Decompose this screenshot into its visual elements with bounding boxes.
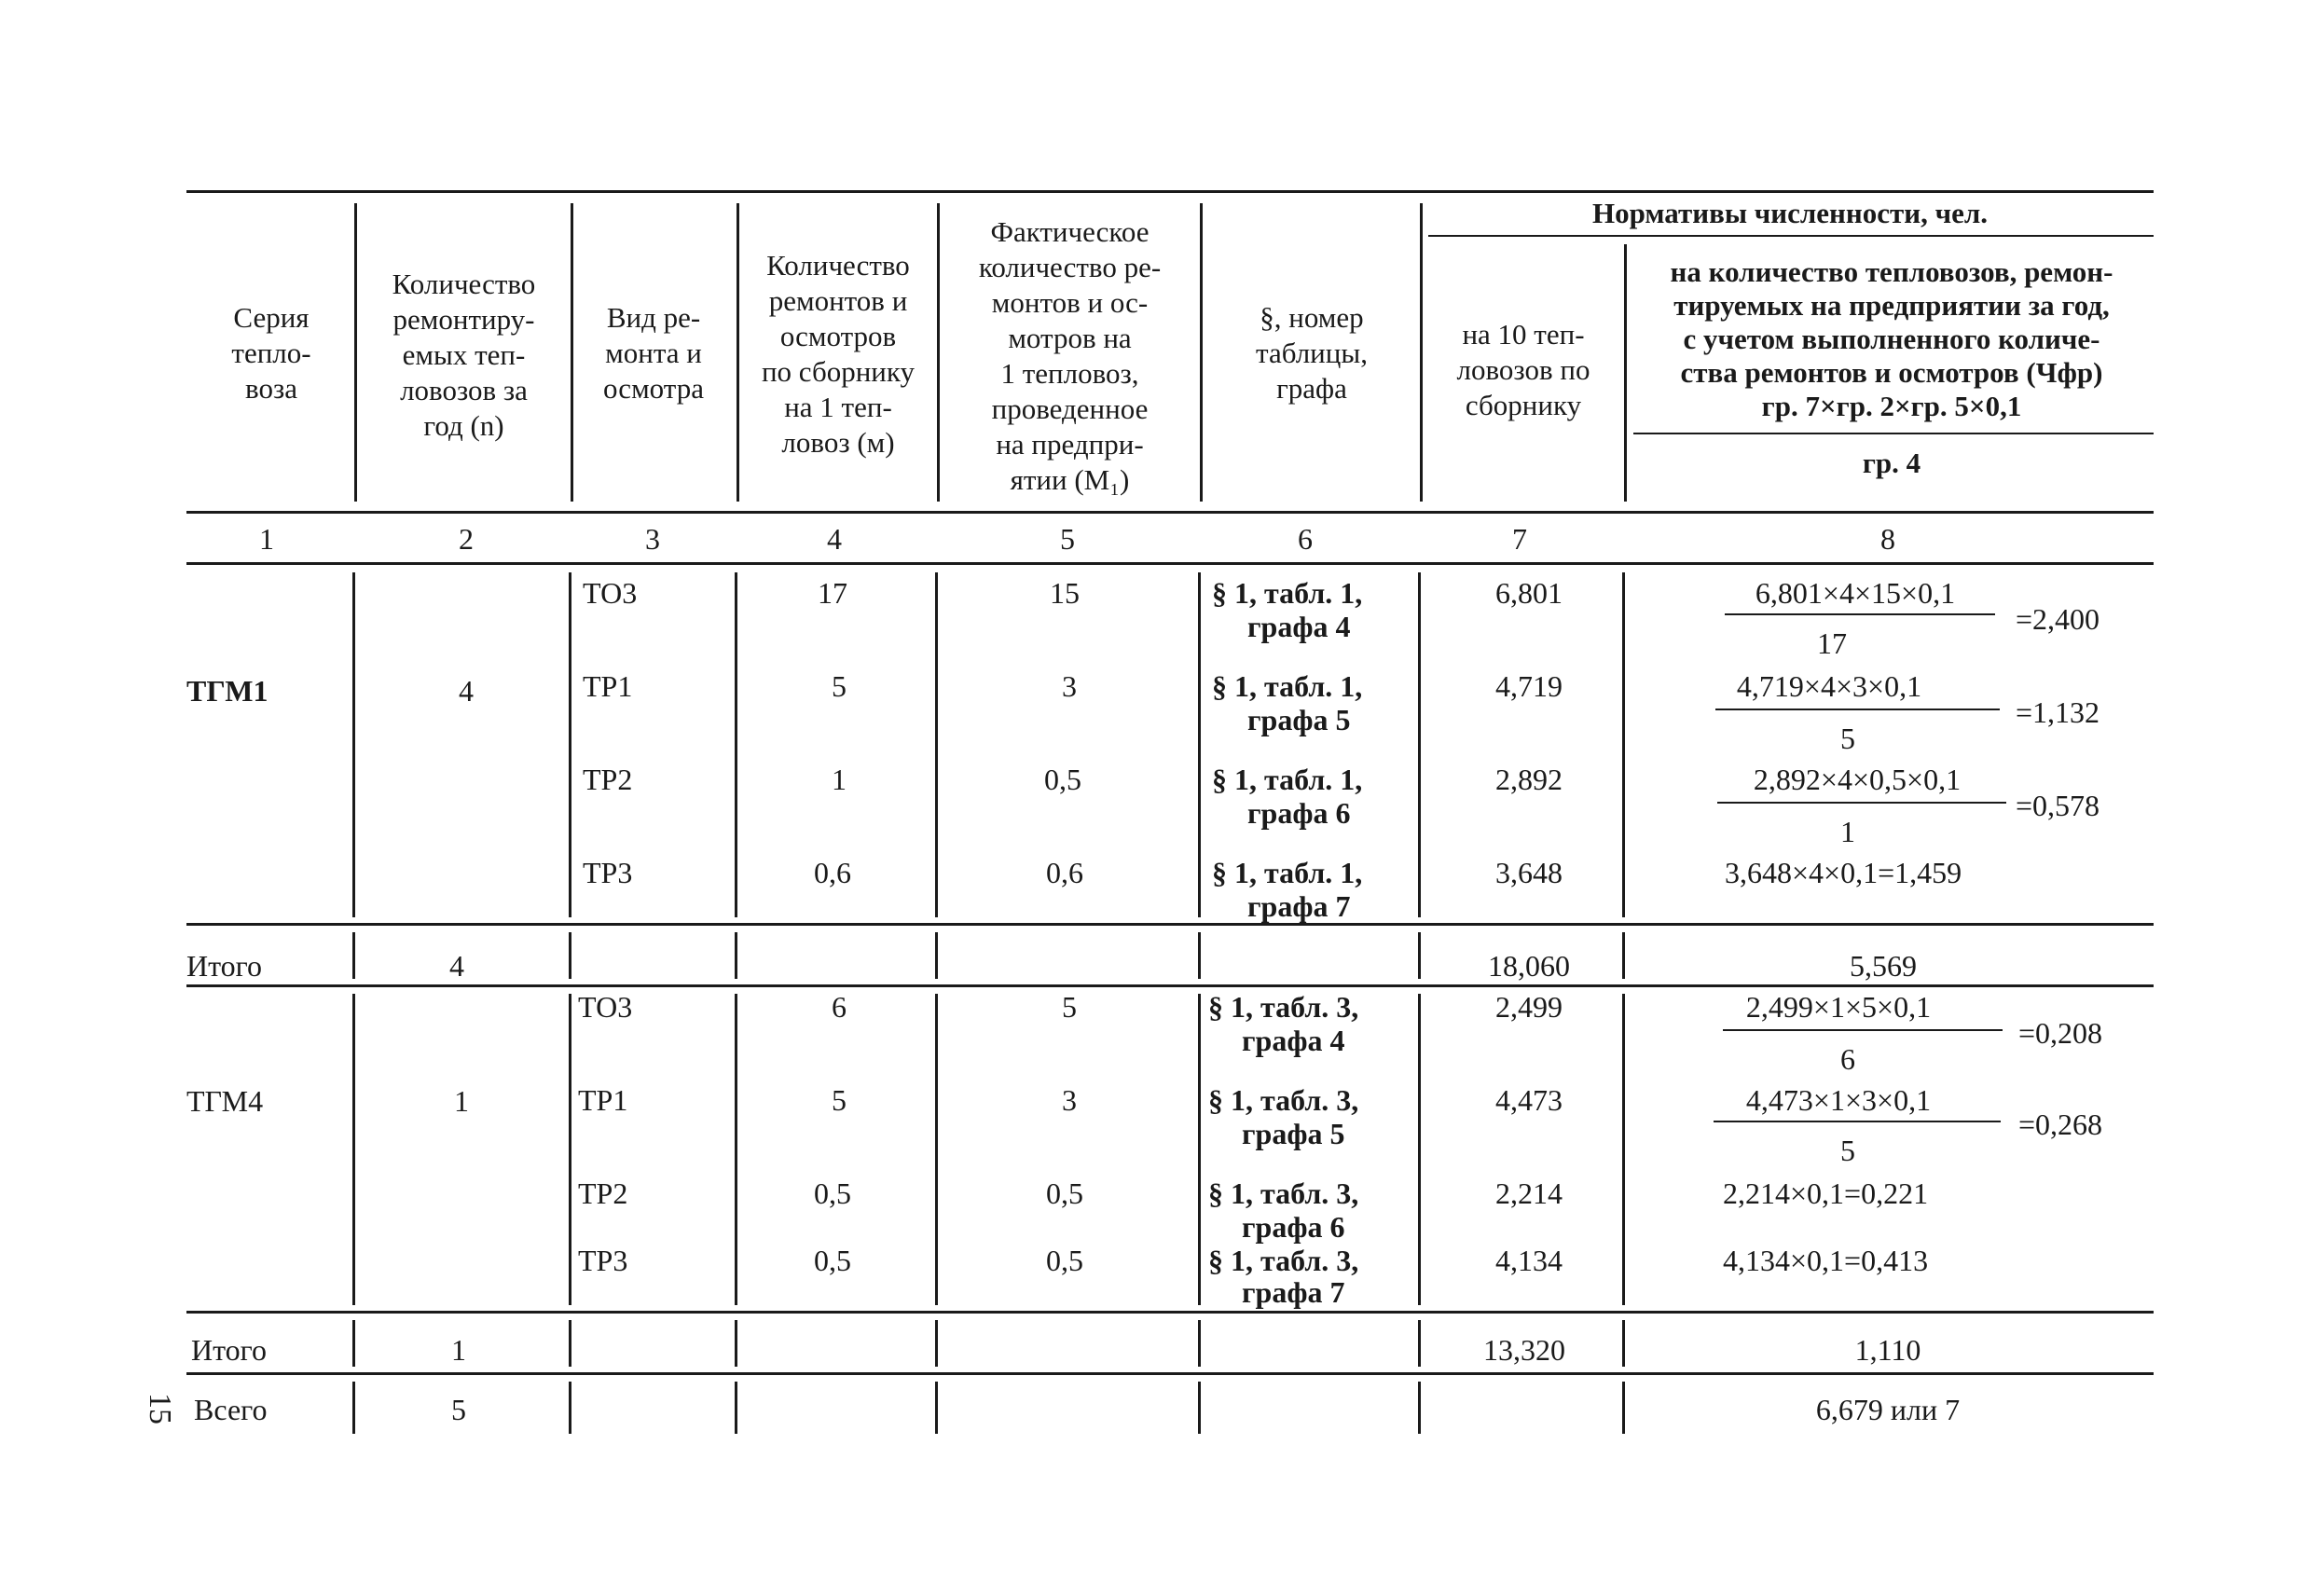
header-per-10: на 10 теп- ловозов по сборнику [1456, 318, 1590, 421]
series-label: ТГМ4 [186, 1084, 264, 1118]
header-per-fact-denominator: гр. 4 [1862, 447, 1921, 479]
calc-inline: 2,214×0,1=0,221 [1723, 1176, 1929, 1210]
repair-count: 1 [454, 1084, 469, 1118]
page-number: 15 [143, 1393, 177, 1424]
header-reference: §, номер таблицы, графа [1256, 301, 1368, 405]
repair-count: 4 [459, 674, 474, 708]
header-count: Количество ремонтиру- емых теп- ловозов за год (n) [392, 268, 536, 442]
calc-inline: 3,648×4×0,1=1,459 [1725, 856, 1962, 889]
header-norm-count: Количество ремонтов и осмотров по сборнику на 1 теп- ловоз (м) [761, 249, 916, 459]
header-per-fact: на количество тепловозов, ремон- тируемых на предприятии за год, с учетом выполненного количе- ства ремонтов и осмотров (Чфр) гр. 7×гр. 2×гр. 5×0,1 [1670, 255, 2113, 422]
header-repair-kind: Вид ре- монта и осмотра [603, 301, 704, 405]
calc-inline: 4,134×0,1=0,413 [1723, 1244, 1929, 1277]
header-series: Серия тепло- воза [231, 301, 311, 405]
header-fact-count: Фактическое количество ре- монтов и ос- мотров на 1 тепловоз, проведенное на предпри- ятии (M₁) [978, 215, 1162, 496]
series-label: ТГМ1 [186, 674, 268, 708]
document-page: Серия тепло- воза Количество ремонтиру- емых теп- ловозов за год (n) Вид ре- монта и осмотра Количество ремонтов и осмотров по сборнику на 1 теп- ловоз (м) Фактическое количество ре- монтов и ос- мотров на 1 тепловоз, проведенное на предпри- ятии (M₁) §, номер таблицы, графа Нормативы численности, чел. на 10 теп- ловозов по сборнику на количество тепловозов, ремон- тируемых на предприятии за год, с учетом выполненного количе- ства ремонтов и осмотров (Чфр) гр. 7×гр. 2×гр. 5×0,1 гр. 4 1 2 3 4 5 6 7 8 ТГМ1 4 ТО3 17 15 § 1, табл. 1, графа 4 6,801 6,801×4×15×0,1 17 =2,400 ТР1 5 3 § 1, табл. 1, графа 5 4,719 4,719×4×3×0,1 5 =1,132 ТР2 1 0,5 § 1, табл. 1, графа 6 2,892 2,892×4×0,5×0,1 1 =0,578 ТР3 0,6 0,6 § 1, табл. 1, графа 7 3,648 3,648×4×0,1=1,459 Итого 4 18,060 5,569 ТГМ4 1 ТО3 6 5 § 1, табл. 3, графа 4 2,499 2,499×1×5×0,1 6 =0,208 ТР1 5 3 § 1, табл. 3, графа 5 4,473 4,473×1×3×0,1 5 =0,268 ТР2 0,5 0,5 § 1, табл. 3, графа 6 2,214 2,214×0,1=0,221 ТР3 0,5 0,5 § 1, табл. 3, графа 7 4,134 4,134×0,1=0,413 Итого 1 13,320 1,110 Всего 5 6,679 или 7 15 [0, 0, 2313, 1596]
header-norms-title: Нормативы численности, чел. [1592, 197, 1988, 229]
